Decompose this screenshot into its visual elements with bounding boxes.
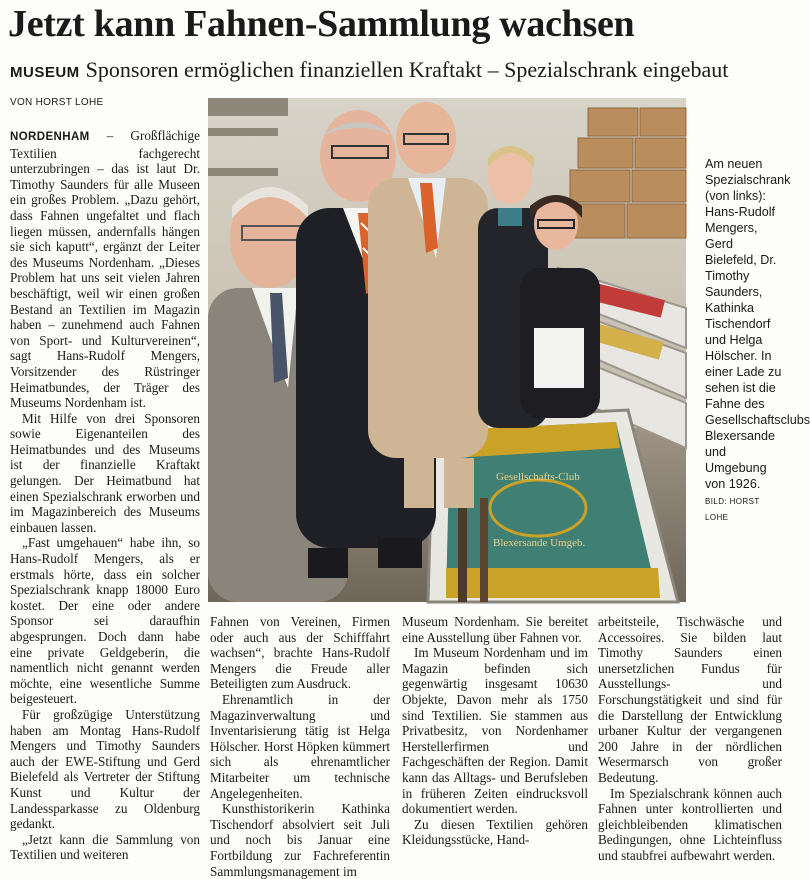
caption-text: Am neuen Spezialschrank (von links): Hans-Rudolf Mengers, Gerd Bielefeld, Dr. Timothy Saunders, Kathinka Tischendorf und Helga Hölscher. In einer Lade zu sehen ist die Fahne des Gesellschaftsclubs Blexersande und Umgebung von 1926. bbox=[705, 157, 810, 491]
paragraph: Kunsthistorikerin Kathinka Tischendorf absolviert seit Juli und noch bis Januar eine Fortbildung zur Fachreferentin Sammlungsmanagement im bbox=[210, 801, 390, 879]
paragraph: Museum Nordenham. Sie bereitet eine Ausstellung über Fahnen vor. bbox=[402, 614, 588, 645]
photo-illustration bbox=[208, 98, 686, 602]
paragraph: arbeitsteile, Tischwäsche und Accessoires. Sie bilden laut Timothy Saunders einen unersetzlichen Fundus für Ausstellungs- und Forschungstätigkeit und sind für die Darstellung der Entwicklung urbaner Kultur der vergangenen 200 Jahre in der nördlichen Wesermarsch von großer Bedeutung. bbox=[598, 614, 782, 785]
paragraph: „Jetzt kann die Sammlung von Textilien und weiteren bbox=[10, 831, 200, 863]
article-column-4 bbox=[598, 614, 782, 872]
article-column-2 bbox=[210, 614, 390, 879]
flag-text-bottom: Blexersande Umgeb. bbox=[493, 537, 586, 549]
byline: VON HORST LOHE bbox=[10, 97, 104, 108]
paragraph: Im Spezialschrank können auch Fahnen unter kontrollierten und gleichbleibenden klimatischen Bedingungen, ohne Lichteinfluss und staubfrei aufbewahrt werden. bbox=[598, 785, 782, 863]
paragraph: Ehrenamtlich in der Magazinverwaltung und Inventarisierung tätig ist Helga Hölscher. Horst Höpken kümmert sich als ehrenamtlicher Mitarbeiter um technische Angelegenheiten. bbox=[210, 691, 390, 801]
article-column-1 bbox=[10, 128, 200, 870]
paragraph: Mit Hilfe von drei Sponsoren sowie Eigenanteilen des Heimatbundes und des Museums ist der finanzielle Kraftakt gelungen. Der Heimatbund hat einen Spezialschrank erworben und im Magazinbereich des Museums einbauen lassen. bbox=[10, 410, 200, 535]
dateline: NORDENHAM bbox=[10, 131, 90, 143]
article-column-3 bbox=[402, 614, 588, 872]
subheadline: Sponsoren ermöglichen finanziellen Kraftakt – Spezialschrank eingebaut bbox=[85, 57, 729, 82]
paragraph: Für großzügige Unterstützung haben am Montag Hans-Rudolf Mengers und Timothy Saunders auch der EWE-Stiftung und Gerd Bielefeld als Vertreter der Stiftung Kunst und Kultur der Landessparkasse zu Oldenburg gedankt. bbox=[10, 706, 200, 832]
article-photo bbox=[208, 98, 686, 602]
paragraph: Fahnen von Vereinen, Firmen oder auch aus der Schifffahrt wachsen“, brachte Hans-Rudolf Mengers die Freude aller Beteiligten zum Ausdruck. bbox=[210, 614, 390, 692]
flag-text-top: Gesellschafts-Club bbox=[496, 471, 580, 483]
photo-caption bbox=[705, 156, 810, 524]
photo-credit: BILD: HORST LOHE bbox=[705, 497, 760, 522]
paragraph: NORDENHAM – Großflächige Textilien fachgerecht unterzubringen – das ist laut Dr. Timothy Saunders für alle Museen ein großes Problem. „Dazu gehört, dass Fahnen ungefaltet und flach liegen müssen, andernfalls hängen sie sich kaputt“, ergänzt der Leiter des Museums Nordenham. „Dieses Problem hat uns seit vielen Jahren beschäftigt, weil wir einen großen Bestand an Textilien im Magazin haben – zunehmend auch Fahnen von Sport- und Kulturvereinen“, sagt Hans-Rudolf Mengers, Vorsitzender des Rüstringer Heimatbundes, der Träger des Museums Nordenham ist. bbox=[10, 128, 200, 411]
paragraph: „Fast umgehauen“ habe ihn, so Hans-Rudolf Mengers, als er erstmals hörte, dass ein solcher Spezialschrank knapp 18000 Euro kostet. Der eine oder andere Sponsor sei daraufhin abgesprungen. Doch dann habe eine private Geldgeberin, die namentlich nicht genannt werden möchte, eine wesentliche Summe beigesteuert. bbox=[10, 535, 200, 707]
paragraph: Zu diesen Textilien gehören Kleidungsstücke, Hand- bbox=[402, 816, 588, 848]
section-kicker: MUSEUM bbox=[10, 64, 80, 81]
paragraph: Im Museum Nordenham und im Magazin befinden sich gegenwärtig insgesamt 10630 Objekte, Davon mehr als 1750 sind Textilien. Sie stammen aus Privatbesitz, von Nordenhamer Herstellerfirmen und Fachgeschäften der Region. Damit kann das Alltags- und Berufsleben in früheren Zeiten eindrucksvoll dokumentiert werden. bbox=[402, 645, 588, 817]
subheadline-row bbox=[10, 56, 790, 87]
headline: Jetzt kann Fahnen-Sammlung wachsen bbox=[8, 3, 635, 45]
